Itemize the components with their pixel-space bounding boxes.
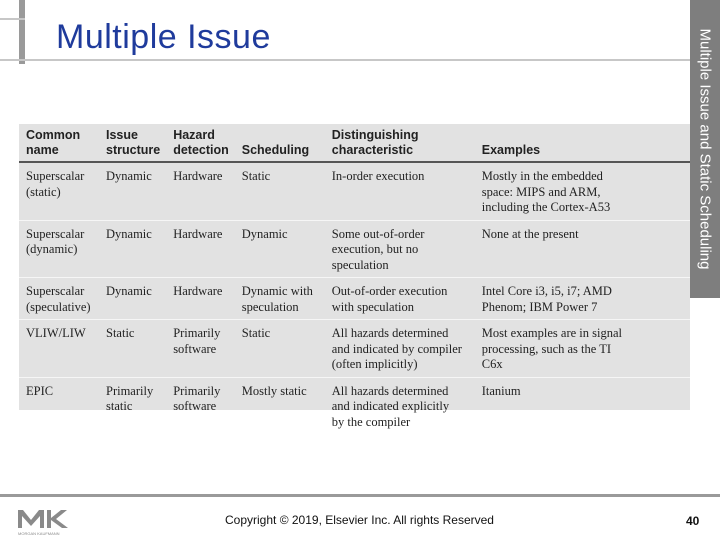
cell-examples: Mostly in the embedded space: MIPS and ARM, including the Cortex-A53 (475, 162, 690, 220)
comparison-table (19, 124, 690, 434)
cell-issue-structure: Static (99, 320, 166, 378)
cell-issue-structure: Dynamic (99, 278, 166, 320)
cell-examples: Intel Core i3, i5, i7; AMD Phenom; IBM Power 7 (475, 278, 690, 320)
header-scheduling: Scheduling (235, 124, 325, 162)
cell-issue-structure: Dynamic (99, 220, 166, 278)
cell-distinguishing-characteristic: In-order execution (325, 162, 475, 220)
cell-common-name: Superscalar (speculative) (19, 278, 99, 320)
title-accent-line (0, 18, 25, 20)
cell-examples: None at the present (475, 220, 690, 278)
table-row (19, 162, 690, 220)
cell-distinguishing-characteristic: All hazards determined and indicated by compiler (often implicitly) (325, 320, 475, 378)
cell-hazard-detection: Hardware (166, 278, 235, 320)
cell-issue-structure: Primarily static (106, 383, 154, 413)
table-body (19, 162, 690, 434)
cell-scheduling: Dynamic with speculation (235, 278, 325, 320)
cell-hazard-detection: Hardware (166, 220, 235, 278)
table-row (19, 377, 690, 434)
table-header-row (19, 124, 690, 162)
logo-small-text: MORGAN KAUFMANN (18, 531, 60, 536)
cell-scheduling: Static (235, 320, 325, 378)
cell-common-name: Superscalar (dynamic) (19, 220, 99, 278)
cell-common-name: VLIW/LIW (19, 320, 99, 378)
title-accent-bar (19, 0, 25, 64)
cell-examples: Itanium (481, 383, 521, 398)
cell-distinguishing-characteristic: Out-of-order execution with speculation (325, 278, 475, 320)
cell-scheduling: Dynamic (235, 220, 325, 278)
slide-title: Multiple Issue (56, 18, 271, 56)
cell-distinguishing-characteristic: All hazards determined and indicated explicitly by the compiler (331, 383, 450, 429)
cell-hazard-detection: Primarily software (166, 320, 235, 378)
table-row (19, 278, 690, 320)
side-banner-text: Multiple Issue and Static Scheduling (696, 28, 714, 270)
header-issue-structure: Issue structure (99, 124, 166, 162)
publisher-logo-icon (16, 506, 74, 536)
cell-hazard-detection: Hardware (166, 162, 235, 220)
header-examples: Examples (475, 124, 690, 162)
header-common-name: Common name (19, 124, 99, 162)
table-row (19, 320, 690, 378)
header-hazard-detection: Hazard detection (166, 124, 235, 162)
cell-examples: Most examples are in signal processing, such as the TI C6x (475, 320, 690, 378)
cell-issue-structure: Dynamic (99, 162, 166, 220)
cell-common-name: EPIC (26, 383, 54, 398)
copyright-text: Copyright © 2019, Elsevier Inc. All rights Reserved (225, 513, 494, 527)
cell-distinguishing-characteristic: Some out-of-order execution, but no speculation (325, 220, 475, 278)
cell-common-name: Superscalar (static) (19, 162, 99, 220)
table-row (19, 220, 690, 278)
header-distinguishing-characteristic: Distinguishing characteristic (325, 124, 475, 162)
cell-scheduling: Mostly static (241, 383, 307, 398)
cell-hazard-detection: Primarily software (173, 383, 221, 413)
cell-scheduling: Static (235, 162, 325, 220)
title-underline (0, 59, 690, 61)
page-number: 40 (686, 514, 700, 528)
comparison-table-panel (19, 124, 690, 429)
